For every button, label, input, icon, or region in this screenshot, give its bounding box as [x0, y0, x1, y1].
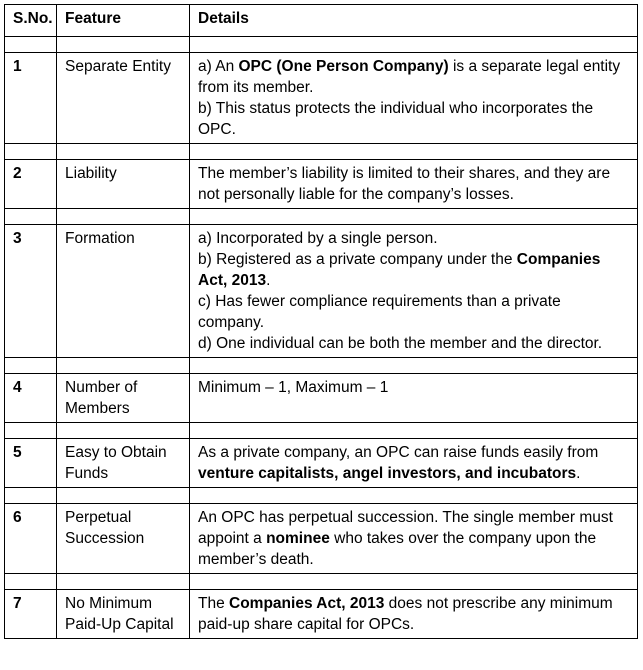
row-number: 7 — [5, 590, 57, 639]
table-row — [5, 53, 638, 144]
details-emphasis: Companies Act, 2013 — [229, 595, 385, 612]
spacer-cell — [57, 37, 190, 53]
row-spacer — [5, 488, 638, 504]
details-text: c) Has fewer compliance requirements than a private company. — [198, 293, 561, 331]
details-line — [198, 333, 629, 354]
spacer-cell — [57, 574, 190, 590]
feature-cell: Number of Members — [57, 374, 190, 423]
details-emphasis: OPC (One Person Company) — [238, 58, 449, 75]
details-emphasis: Companies Act, 2013 — [198, 251, 601, 289]
details-text: . — [266, 272, 271, 289]
spacer-cell — [190, 488, 638, 504]
spacer-cell — [5, 423, 57, 439]
feature-cell: Liability — [57, 160, 190, 209]
row-spacer — [5, 209, 638, 225]
spacer-cell — [5, 209, 57, 225]
feature-cell: Perpetual Succession — [57, 504, 190, 574]
spacer-cell — [5, 574, 57, 590]
details-line — [198, 163, 629, 205]
header-feature: Feature — [57, 5, 190, 37]
header-sno: S.No. — [5, 5, 57, 37]
details-text: d) One individual can be both the member and the director. — [198, 335, 603, 352]
details-cell — [190, 439, 638, 488]
table-row — [5, 439, 638, 488]
spacer-cell — [190, 358, 638, 374]
details-line — [198, 98, 629, 140]
row-spacer — [5, 358, 638, 374]
details-cell — [190, 53, 638, 144]
details-text: The — [198, 595, 230, 612]
feature-cell: No Minimum Paid-Up Capital — [57, 590, 190, 639]
spacer-cell — [190, 423, 638, 439]
details-line — [198, 56, 629, 98]
table-row — [5, 225, 638, 358]
spacer-cell — [57, 358, 190, 374]
spacer-cell — [5, 488, 57, 504]
spacer-cell — [5, 37, 57, 53]
spacer-cell — [190, 209, 638, 225]
details-cell — [190, 160, 638, 209]
table-row — [5, 160, 638, 209]
spacer-cell — [57, 144, 190, 160]
details-text: As a private company, an OPC can raise funds easily from — [198, 444, 599, 461]
details-text: The member’s liability is limited to their shares, and they are not personally liable for the company’s losses. — [198, 165, 611, 203]
details-text: Minimum – 1, Maximum – 1 — [198, 379, 389, 396]
details-line — [198, 377, 629, 398]
table-header-row — [5, 5, 638, 37]
details-text: a) Incorporated by a single person. — [198, 230, 438, 247]
details-line — [198, 291, 629, 333]
row-number: 4 — [5, 374, 57, 423]
row-number: 6 — [5, 504, 57, 574]
spacer-cell — [190, 574, 638, 590]
details-line — [198, 593, 629, 635]
row-number: 1 — [5, 53, 57, 144]
details-line — [198, 507, 629, 570]
table-row — [5, 504, 638, 574]
feature-cell: Separate Entity — [57, 53, 190, 144]
details-text: a) An — [198, 58, 239, 75]
spacer-cell — [57, 209, 190, 225]
details-emphasis: nominee — [266, 530, 330, 547]
table-body — [5, 37, 638, 639]
details-text: b) This status protects the individual who incorporates the OPC. — [198, 100, 594, 138]
row-number: 5 — [5, 439, 57, 488]
row-number: 2 — [5, 160, 57, 209]
row-number: 3 — [5, 225, 57, 358]
opc-features-table — [4, 4, 638, 639]
details-line — [198, 249, 629, 291]
details-line — [198, 442, 629, 484]
feature-cell: Easy to Obtain Funds — [57, 439, 190, 488]
row-spacer — [5, 144, 638, 160]
spacer-cell — [190, 144, 638, 160]
details-text: is a separate legal entity from its member. — [198, 58, 621, 96]
spacer-cell — [57, 488, 190, 504]
details-cell — [190, 590, 638, 639]
details-text: who takes over the company upon the member’s death. — [198, 530, 597, 568]
row-spacer — [5, 574, 638, 590]
details-cell — [190, 504, 638, 574]
details-cell — [190, 374, 638, 423]
spacer-cell — [57, 423, 190, 439]
details-text: does not prescribe any minimum paid-up share capital for OPCs. — [198, 595, 613, 633]
spacer-cell — [190, 37, 638, 53]
table-row — [5, 374, 638, 423]
details-text: b) Registered as a private company under the — [198, 251, 517, 268]
details-line — [198, 228, 629, 249]
details-text: . — [576, 465, 581, 482]
details-cell — [190, 225, 638, 358]
spacer-cell — [5, 358, 57, 374]
spacer-cell — [5, 144, 57, 160]
details-text: An OPC has perpetual succession. The single member must appoint a — [198, 509, 613, 547]
feature-cell: Formation — [57, 225, 190, 358]
row-spacer — [5, 37, 638, 53]
row-spacer — [5, 423, 638, 439]
details-emphasis: venture capitalists, angel investors, and incubators — [198, 465, 577, 482]
table-row — [5, 590, 638, 639]
header-details: Details — [190, 5, 638, 37]
